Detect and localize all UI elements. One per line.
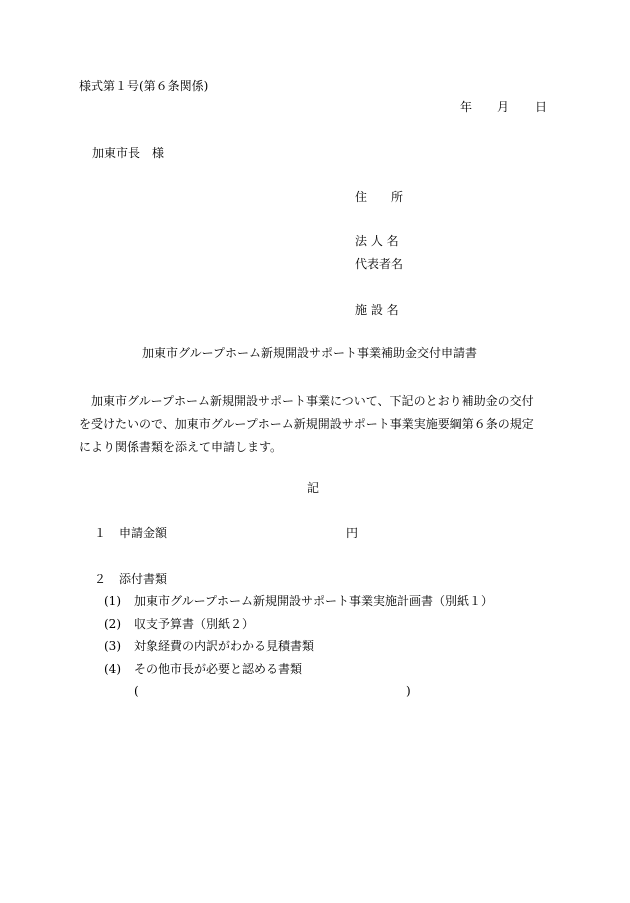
attachment-number: (4) <box>104 662 121 676</box>
applicant-corporation-label: 法 人 名 <box>355 234 399 248</box>
item-1-number: １ <box>94 526 107 540</box>
item-2-number: ２ <box>94 572 107 586</box>
date-day-label: 日 <box>535 100 548 114</box>
date-year-label: 年 <box>460 100 473 114</box>
attachment-number: (1) <box>104 594 121 608</box>
item-2-label: 添付書類 <box>119 572 168 586</box>
applicant-facility-label: 施 設 名 <box>355 303 399 317</box>
document-title: 加東市グループホーム新規開設サポート事業補助金交付申請書 <box>142 346 478 360</box>
item-1-unit: 円 <box>346 526 359 540</box>
attachment-number: (2) <box>104 617 121 631</box>
addressee: 加東市長 様 <box>92 146 165 160</box>
form-number: 様式第１号(第６条関係) <box>79 79 209 93</box>
item-1-label: 申請金額 <box>119 526 168 540</box>
attachment-text: 対象経費の内訳がわかる見積書類 <box>134 639 315 653</box>
body-line: 加東市グループホーム新規開設サポート事業について、下記のとおり補助金の交付 <box>79 394 534 408</box>
other-documents-open-paren: ( <box>134 684 139 698</box>
attachment-text: 収支予算書（別紙２） <box>134 617 255 631</box>
body-line: を受けたいので、加東市グループホーム新規開設サポート事業実施要綱第６条の規定 <box>79 417 534 431</box>
attachment-text: その他市長が必要と認める書類 <box>134 662 303 676</box>
attachment-text: 加東市グループホーム新規開設サポート事業実施計画書（別紙１） <box>134 594 494 608</box>
date-month-label: 月 <box>497 100 510 114</box>
applicant-representative-label: 代表者名 <box>355 257 404 271</box>
body-line: により関係書類を添えて申請します。 <box>79 440 283 454</box>
body-paragraph <box>79 390 549 459</box>
ki-heading: 記 <box>307 481 320 495</box>
attachment-number: (3) <box>104 639 121 653</box>
applicant-address-label: 住 所 <box>355 190 404 204</box>
other-documents-close-paren: ) <box>406 684 411 698</box>
